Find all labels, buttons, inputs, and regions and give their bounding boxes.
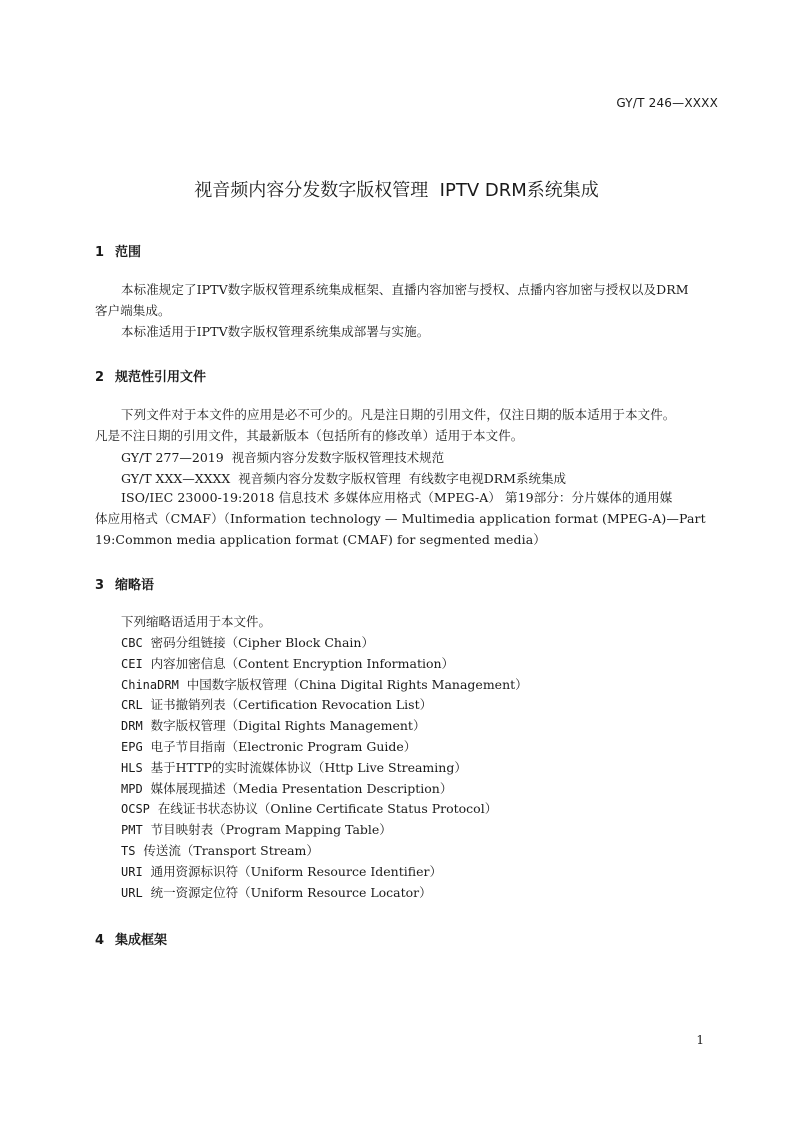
text-line: 凡是不注日期的引用文件，其最新版本（包括所有的修改单）适用于本文件。 <box>95 428 524 443</box>
text-line: 19:Common media application format (CMAF) for segmented media） <box>95 532 546 547</box>
abbreviation-definition: 在线证书状态协议（Online Certificate Status Protocol） <box>157 801 498 817</box>
text-line: 下列文件对于本文件的应用是必不可少的。凡是注日期的引用文件，仅注日期的版本适用于本文件。 <box>121 407 676 422</box>
section-3-heading <box>95 574 154 593</box>
abbreviation-term: TS <box>121 843 136 858</box>
abbreviation-definition: 统一资源定位符（Uniform Resource Locator） <box>150 884 432 900</box>
abbreviation-definition: 传送流（Transport Stream） <box>143 842 319 858</box>
section-number: 1 <box>95 245 105 260</box>
scope-paragraph-2: 本标准适用于IPTV数字版权管理系统集成部署与实施。 <box>121 324 430 339</box>
section-number: 3 <box>95 578 105 593</box>
abbreviation-term: CBC <box>121 636 143 650</box>
abbreviation-term: HLS <box>121 760 143 775</box>
scope-paragraph-1 <box>95 279 720 321</box>
section-title: 集成框架 <box>115 933 168 948</box>
abbreviations-intro: 下列缩略语适用于本文件。 <box>121 614 272 629</box>
document-title: 视音频内容分发数字版权管理 IPTV DRM系统集成 <box>194 180 599 201</box>
section-1-heading <box>95 241 141 260</box>
text-line: 客户端集成。 <box>95 303 171 318</box>
standard-code: GY/T 246—XXXX <box>616 96 718 110</box>
abbreviation-definition: 内容加密信息（Content Encryption Information） <box>150 655 455 671</box>
abbreviation-term: CRL <box>121 698 143 713</box>
section-number: 2 <box>95 370 105 385</box>
abbreviation-item <box>121 820 528 841</box>
abbreviation-term: PMT <box>121 823 143 838</box>
abbreviation-item <box>121 758 528 779</box>
abbreviation-item <box>121 654 528 675</box>
abbreviation-item <box>121 695 528 716</box>
abbreviation-definition: 基于HTTP的实时流媒体协议（Http Live Streaming） <box>150 759 467 775</box>
abbreviation-term: DRM <box>121 719 143 734</box>
section-title: 范围 <box>115 245 142 260</box>
reference-item: GY/T 277—2019 视音频内容分发数字版权管理技术规范 <box>121 450 445 465</box>
section-number: 4 <box>95 933 105 948</box>
abbreviation-term: ChinaDRM <box>121 677 179 692</box>
abbreviation-item <box>121 862 528 883</box>
abbreviation-term: EPG <box>121 739 143 754</box>
abbreviation-definition: 中国数字版权管理（China Digital Rights Management） <box>186 676 528 692</box>
section-4-heading <box>95 929 167 948</box>
abbreviation-definition: 密码分组链接（Cipher Block Chain） <box>150 635 374 650</box>
abbreviation-item <box>121 737 528 758</box>
text-line: ISO/IEC 23000-19:2018 信息技术 多媒体应用格式（MPEG-A） 第19部分：分片媒体的通用媒 <box>121 490 673 505</box>
abbreviation-term: MPD <box>121 781 143 796</box>
section-2-heading <box>95 366 206 385</box>
references-intro <box>95 404 720 446</box>
abbreviation-item <box>121 779 528 800</box>
abbreviation-definition: 节目映射表（Program Mapping Table） <box>150 822 392 838</box>
text-line: 体应用格式（CMAF）（Information technology — Multimedia application format (MPEG-A)—Part <box>95 511 706 526</box>
abbreviation-definition: 数字版权管理（Digital Rights Management） <box>150 718 426 734</box>
abbreviation-item <box>121 841 528 862</box>
reference-item: GY/T XXX—XXXX 视音频内容分发数字版权管理 有线数字电视DRM系统集成 <box>121 471 566 486</box>
abbreviation-item <box>121 716 528 737</box>
reference-item <box>95 487 720 550</box>
abbreviation-definition: 媒体展现描述（Media Presentation Description） <box>150 780 453 796</box>
text-line: 本标准规定了IPTV数字版权管理系统集成框架、直播内容加密与授权、点播内容加密与授权以及DRM <box>121 282 689 297</box>
abbreviation-term: URI <box>121 864 143 879</box>
abbreviation-term: URL <box>121 885 143 900</box>
abbreviation-item <box>121 633 528 654</box>
abbreviation-definition: 通用资源标识符（Uniform Resource Identifier） <box>150 863 442 879</box>
page-number: 1 <box>696 1033 704 1047</box>
section-title: 规范性引用文件 <box>115 370 207 385</box>
abbreviation-item <box>121 799 528 820</box>
abbreviation-item <box>121 883 528 904</box>
abbreviation-term: CEI <box>121 656 143 671</box>
section-title: 缩略语 <box>115 578 155 593</box>
abbreviation-list <box>121 633 528 903</box>
abbreviation-item <box>121 675 528 696</box>
abbreviation-definition: 证书撤销列表（Certification Revocation List） <box>150 697 433 713</box>
abbreviation-term: OCSP <box>121 802 150 817</box>
abbreviation-definition: 电子节目指南（Electronic Program Guide） <box>150 738 417 754</box>
